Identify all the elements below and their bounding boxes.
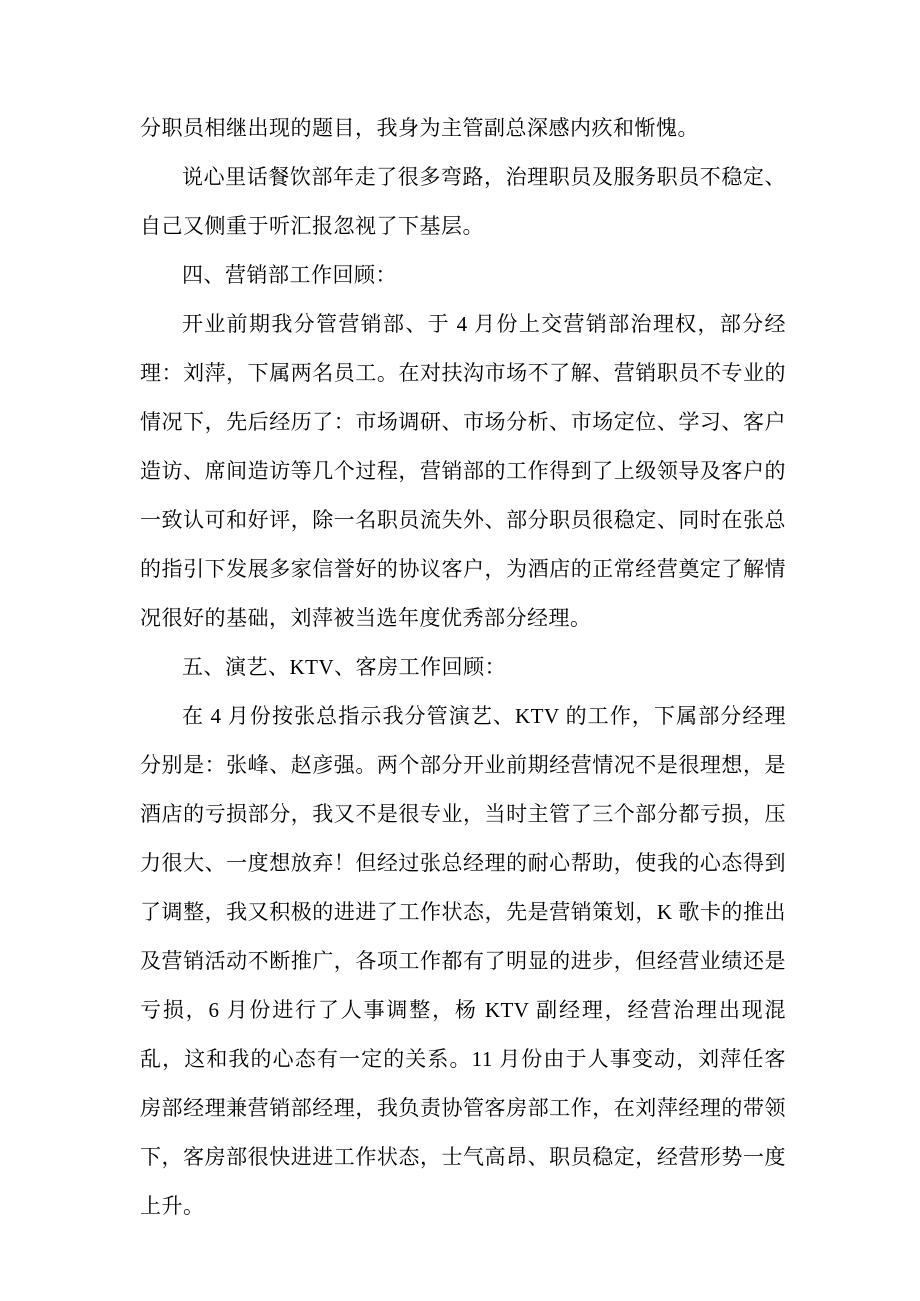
paragraph-continuation: 分职员相继出现的题目，我身为主管副总深感内疚和惭愧。 [140, 116, 699, 140]
heading-marketing-review: 四、营销部工作回顾： [182, 263, 397, 287]
document-body [140, 104, 786, 1231]
paragraph-catering-review: 说心里话餐饮部年走了很多弯路，治理职员及服务职员不稳定、自己又侧重于听汇报忽视了下基层。 [140, 165, 786, 238]
paragraph-marketing-review: 开业前期我分管营销部、于 4 月份上交营销部治理权，部分经理：刘萍，下属两名员工。在对扶沟市场不了解、营销职员不专业的情况下，先后经历了：市场调研、市场分析、市场定位、学习、客户造访、席间造访等几个过程，营销部的工作得到了上级领导及客户的一致认可和好评，除一名职员流失外、部分职员很稳定、同时在张总的指引下发展多家信誉好的协议客户，为酒店的正常经营奠定了解情况很好的基础，刘萍被当选年度优秀部分经理。 [140, 312, 786, 630]
heading-ktv-review: 五、演艺、KTV、客房工作回顾： [182, 655, 507, 679]
paragraph-ktv-review: 在 4 月份按张总指示我分管演艺、KTV 的工作，下属部分经理分别是：张峰、赵彦强。两个部分开业前期经营情况不是很理想，是酒店的亏损部分，我又不是很专业，当时主管了三个部分都亏损，压力很大、一度想放弃！但经过张总经理的耐心帮助，使我的心态得到了调整，我又积极的进进了工作状态，先是营销策划，K 歌卡的推出及营销活动不断推广，各项工作都有了明显的进步，但经营业绩还是亏损，6 月份进行了人事调整，杨 KTV 副经理，经营治理出现混乱，这和我的心态有一定的关系。11 月份由于人事变动，刘萍任客房部经理兼营销部经理，我负责协管客房部工作，在刘萍经理的带领下，客房部很快进进工作状态，士气高昂、职员稳定，经营形势一度上升。 [140, 704, 786, 1218]
